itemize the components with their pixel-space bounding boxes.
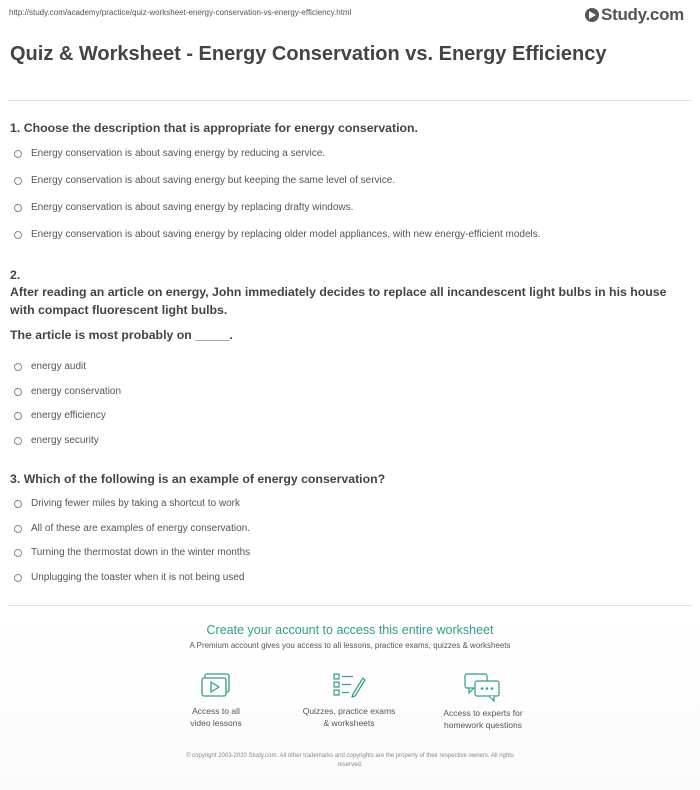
- option-label: Energy conservation is about saving energy but keeping the same level of service.: [31, 175, 396, 186]
- option-label: energy security: [31, 435, 99, 446]
- radio-button[interactable]: [14, 500, 22, 508]
- question-1: [10, 119, 690, 137]
- feature-line: video lessons: [190, 718, 242, 728]
- answer-option[interactable]: [14, 498, 240, 509]
- radio-button[interactable]: [14, 525, 22, 533]
- chat-bubbles-icon: [463, 672, 503, 702]
- option-label: energy audit: [31, 361, 87, 372]
- answer-option[interactable]: [14, 361, 86, 372]
- question-2-text: After reading an article on energy, John immediately decides to replace all incandescent light bulbs in his house with compact fluorescent light bulbs.: [10, 285, 667, 317]
- page-title: Quiz & Worksheet - Energy Conservation vs. Energy Efficiency: [10, 43, 607, 65]
- footer-line: © copyright 2003-2020 Study.com. All other trademarks and copyrights are the property of their respective owners. All rights: [186, 753, 514, 759]
- video-lessons-icon: [199, 672, 233, 700]
- answer-option[interactable]: [14, 229, 541, 240]
- play-logo-icon: [585, 8, 599, 22]
- feature-quizzes: [284, 672, 414, 729]
- question-number: 1.: [10, 121, 21, 135]
- radio-button[interactable]: [14, 437, 22, 445]
- answer-option[interactable]: [14, 148, 325, 159]
- page-url: http://study.com/academy/practice/quiz-worksheet-energy-conservation-vs-energy-efficiency.html: [9, 8, 352, 17]
- question-3: [10, 470, 690, 488]
- answer-option[interactable]: [14, 386, 121, 397]
- study-logo[interactable]: [585, 5, 684, 25]
- radio-button[interactable]: [14, 150, 22, 158]
- option-label: Energy conservation is about saving energy by replacing older model appliances, with new energy-efficient models.: [31, 229, 541, 240]
- option-label: Turning the thermostat down in the winter months: [31, 547, 251, 558]
- feature-line: & worksheets: [323, 718, 375, 728]
- title-divider: [8, 100, 692, 101]
- option-label: All of these are examples of energy conservation.: [31, 523, 251, 534]
- question-number: 3.: [10, 472, 21, 486]
- option-label: Unplugging the toaster when it is not being used: [31, 572, 245, 583]
- question-2-prompt: The article is most probably on _____.: [10, 328, 233, 342]
- answer-option[interactable]: [14, 410, 106, 421]
- radio-button[interactable]: [14, 204, 22, 212]
- copyright-footer: [130, 752, 570, 770]
- radio-button[interactable]: [14, 388, 22, 396]
- radio-button[interactable]: [14, 231, 22, 239]
- logo-text: Study.com: [601, 5, 684, 24]
- option-label: Driving fewer miles by taking a shortcut to work: [31, 498, 240, 509]
- answer-option[interactable]: [14, 523, 250, 534]
- answer-option[interactable]: [14, 202, 353, 213]
- feature-line: Access to all: [192, 706, 240, 716]
- feature-line: homework questions: [444, 720, 522, 730]
- question-2-number: 2.: [10, 268, 21, 282]
- answer-option[interactable]: [14, 175, 395, 186]
- question-text: Choose the description that is appropriate for energy conservation.: [23, 121, 418, 135]
- radio-button[interactable]: [14, 412, 22, 420]
- feature-video-lessons: [151, 672, 281, 729]
- radio-button[interactable]: [14, 574, 22, 582]
- feature-experts: [418, 672, 548, 731]
- question-text: Which of the following is an example of energy conservation?: [23, 472, 386, 486]
- option-label: energy conservation: [31, 386, 122, 397]
- content-divider: [8, 605, 692, 606]
- option-label: Energy conservation is about saving energy by reducing a service.: [31, 148, 326, 159]
- quiz-checklist-icon: [331, 672, 367, 700]
- option-label: energy efficiency: [31, 410, 106, 421]
- cta-subtitle: A Premium account gives you access to all lessons, practice exams, quizzes & worksheets: [189, 641, 511, 650]
- radio-button[interactable]: [14, 363, 22, 371]
- option-label: Energy conservation is about saving energy by replacing drafty windows.: [31, 202, 354, 213]
- feature-line: Access to experts for: [443, 708, 523, 718]
- radio-button[interactable]: [14, 549, 22, 557]
- feature-line: Quizzes, practice exams: [302, 706, 396, 716]
- cta-title[interactable]: Create your account to access this entire worksheet: [206, 623, 494, 637]
- answer-option[interactable]: [14, 435, 99, 446]
- answer-option[interactable]: [14, 572, 244, 583]
- radio-button[interactable]: [14, 177, 22, 185]
- answer-option[interactable]: [14, 547, 250, 558]
- footer-line: reserved.: [337, 762, 363, 768]
